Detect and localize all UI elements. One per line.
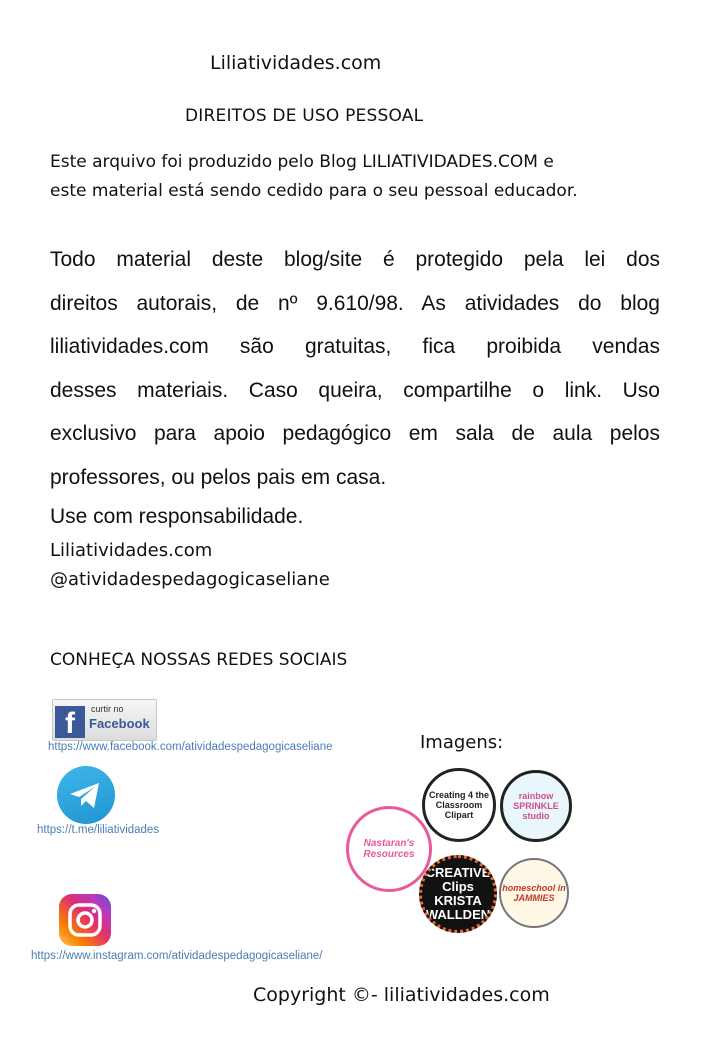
facebook-like-button[interactable] (52, 699, 157, 741)
telegram-icon[interactable] (57, 766, 115, 824)
intro-line: Este arquivo foi produzido pelo Blog LILIATIVIDADES.COM e (50, 152, 554, 172)
signature-handle: @atividadespedagogicaseliane (50, 569, 330, 590)
notice-line: desses materiais. Caso queira, compartilhe o link. Uso (50, 378, 660, 402)
images-credit-label: Imagens: (420, 732, 504, 753)
telegram-link[interactable]: https://t.me/liliatividades (37, 824, 160, 836)
copyright-notice-paragraph (50, 238, 660, 499)
use-responsibly-text: Use com responsabilidade. (50, 505, 304, 528)
facebook-button-caption: curtir no (91, 704, 124, 714)
homeschool-in-jammies-logo: homeschool in JAMMIES (499, 858, 569, 928)
notice-line: liliatividades.com são gratuitas, fica proibida vendas (50, 335, 660, 358)
creative-clips-logo: CREATIVE Clips KRISTA WALLDEN (419, 855, 497, 933)
intro-line: este material está sendo cedido para o seu pessoal educador. (50, 181, 578, 201)
rainbow-sprinkle-logo: rainbow SPRINKLE studio (500, 770, 572, 842)
creating4theclassroom-logo: Creating 4 the Classroom Clipart (422, 768, 496, 842)
notice-line: Todo material deste blog/site é protegido pela lei dos (50, 248, 660, 271)
copyright-footer: Copyright ©- liliatividades.com (253, 984, 550, 1006)
signature-site: Liliatividades.com (50, 540, 213, 561)
nastarans-resources-logo: Nastaran's Resources (346, 806, 432, 892)
instagram-link[interactable]: https://www.instagram.com/atividadespedagogicaseliane/ (31, 950, 323, 962)
notice-line: exclusivo para apoio pedagógico em sala de aula pelos (50, 422, 660, 445)
rights-title: DIREITOS DE USO PESSOAL (185, 106, 424, 126)
facebook-link[interactable]: https://www.facebook.com/atividadespedagogicaseliane (48, 741, 333, 753)
facebook-icon: f (55, 706, 85, 738)
social-heading: CONHEÇA NOSSAS REDES SOCIAIS (50, 650, 348, 670)
notice-line: direitos autorais, de nº 9.610/98. As atividades do blog (50, 291, 660, 315)
instagram-icon[interactable] (59, 894, 111, 946)
notice-line: professores, ou pelos pais em casa. (50, 465, 387, 489)
site-title: Liliatividades.com (210, 52, 382, 74)
facebook-button-name: Facebook (89, 716, 150, 731)
intro-paragraph (50, 148, 690, 206)
